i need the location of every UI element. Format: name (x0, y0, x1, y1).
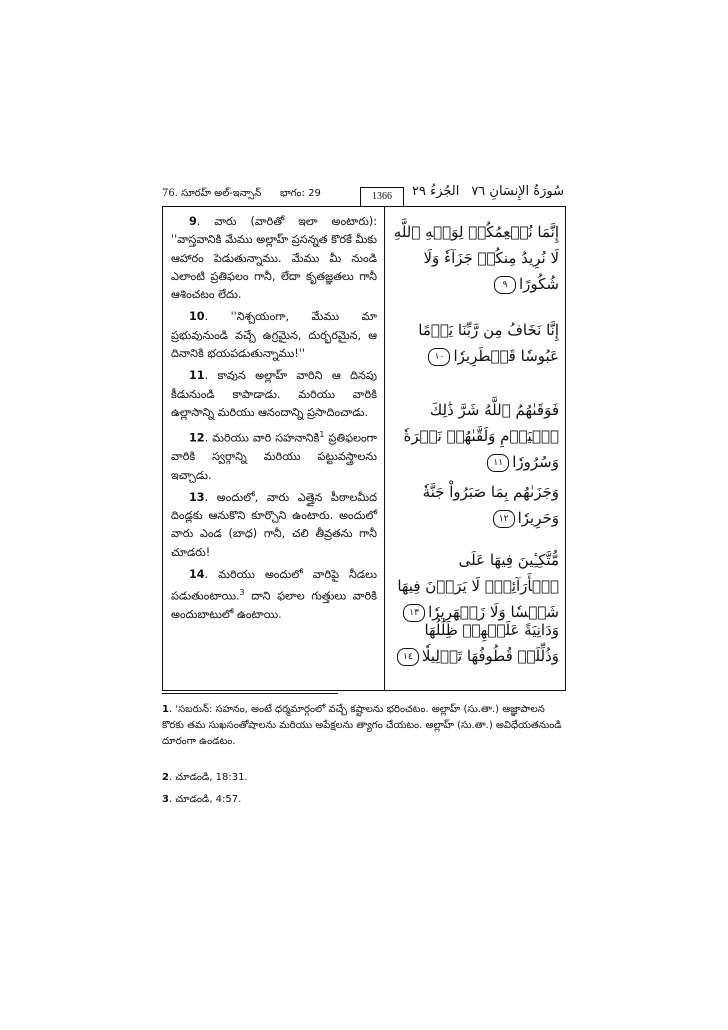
translation-verse-9: 9. వారు (వారితో ఇలా అంటారు): ''వాస్తవానికి మేము అల్లాహ్ ప్రసన్నత కొరకే మీకు ఆహారం పెడుతున్నాము. మేము మీ నుండి ఎలాంటి ప్రతిఫలం గానీ, లేదా కృతజ్ఞతలు గానీ ఆశించటం లేదు. (171, 215, 377, 302)
arabic-verse-14: وَدَانِيَةً عَلَيۡهِمۡ ظِلَٰلُهَا وَذُلِّلَتۡ قُطُوفُهَا تَذۡلِيلٗا١٤ (391, 617, 559, 669)
page-header (162, 182, 566, 204)
footnote-3: 3. చూడండి, 4:57. (162, 794, 242, 805)
translation-verse-11: 11. కావున అల్లాహ్ వారిని ఆ దినపు కీడునుండి కాపాడాడు. మరియు వారికి ఉల్లాసాన్ని మరియు ఆనందాన్ని ప్రసాదించాడు. (171, 369, 377, 419)
column-divider (384, 207, 385, 690)
arabic-verse-12: وَجَزَىٰهُم بِمَا صَبَرُواْ جَنَّةٗ وَحَرِيرٗا١٢ (422, 483, 559, 527)
footnote-ref-3: 3 (239, 588, 245, 598)
ayah-number-marker: ١٠ (428, 348, 450, 366)
arabic-verse-10: إِنَّا نَخَافُ مِن رَّبِّنَا يَوۡمًا عَبُوسٗا قَمۡطَرِيرٗا١٠ (418, 321, 559, 365)
arabic-verse-11: فَوَقَىٰهُمُ ٱللَّهُ شَرَّ ذَٰلِكَ ٱلۡيَوۡمِ وَلَقَّىٰهُمۡ نَضۡرَةٗ وَسُرُورٗا١١ (403, 401, 559, 471)
page (162, 182, 566, 832)
translation-verse-12: 12. మరియు వారి సహనానికి$^1$ ప్రతిఫలంగా వారికి స్వర్గాన్ని మరియు పట్టువస్త్రాలను ఇచ్చాడు. (171, 430, 377, 482)
content-box (162, 206, 566, 691)
arabic-verse-9: إِنَّمَا نُطۡعِمُكُمۡ لِوَجۡهِ ٱللَّهِ لَا نُرِيدُ مِنكُمۡ جَزَآءٗ وَلَا شُكُورًا٩ (393, 223, 559, 293)
page-number: 1366 (360, 187, 404, 207)
translation-verse-13: 13. అందులో, వారు ఎత్తైన పీఠాలమీద దిండ్లకు ఆనుకొని కూర్చొని ఉంటారు. అందులో వారు ఎండ (బాధ) గానీ, చలి తీవ్రతను గానీ చూడరు! (171, 490, 377, 559)
header-surah-arabic: سُورَةُ الإِنسَانِ ٧٦ (471, 184, 564, 199)
arabic-verse-13: مُّتَّكِـِٔينَ فِيهَا عَلَى ٱلۡأَرَآئِكِۖ لَا يَرَوۡنَ فِيهَا شَمۡسٗا وَلَا زَمۡهَرِيرٗا١٣ (397, 551, 559, 621)
footnote-2: 2. చూడండి, 18:31. (162, 772, 248, 783)
header-juz-arabic: الجُزءُ ٢٩ (412, 184, 460, 199)
footnote-rule (162, 693, 338, 694)
footnote-ref-1: 1 (319, 430, 325, 440)
translation-verse-14: 14. మరియు అందులో వారిపై నీడలు పడుతుంటాయి.$^3$ దాని ఫలాల గుత్తులు వారికి అందుబాటులో ఉంటాయి. (171, 568, 377, 622)
ayah-number-marker: ٩ (494, 276, 516, 294)
ayah-number-marker: ١٢ (493, 510, 515, 528)
translation-verse-10: 10. ''నిశ్చయంగా, మేము మా ప్రభువునుండి వచ్చే ఉగ్రమైన, దుర్భరమైన, ఆ దినానికి భయపడుతున్నాము!'' (171, 310, 377, 361)
translation-column (171, 213, 377, 629)
header-surah-telugu: 76. సూరహ్ అల్-ఇన్సాన్ (162, 188, 262, 199)
ayah-number-marker: ١١ (487, 454, 509, 472)
ayah-number-marker: ١٤ (397, 648, 419, 666)
header-part: భాగం: 29 (280, 188, 321, 199)
ayah-number-marker: ١٣ (403, 604, 425, 622)
footnote-1: 1. 'సబరున్: సహనం, అంటే ధర్మమార్గంలో వచ్చే కష్టాలను భరించటం. అల్లాహ్ (సు.తా.) ఆజ్ఞాపాలన కొరకు తమ సుఖసంతోషాలను మరియు అపేక్షలను త్యాగం చేయటం. అల్లాహ్ (సు.తా.) అవిధేయతనుండి దూరంగా ఉండటం. (162, 704, 562, 747)
